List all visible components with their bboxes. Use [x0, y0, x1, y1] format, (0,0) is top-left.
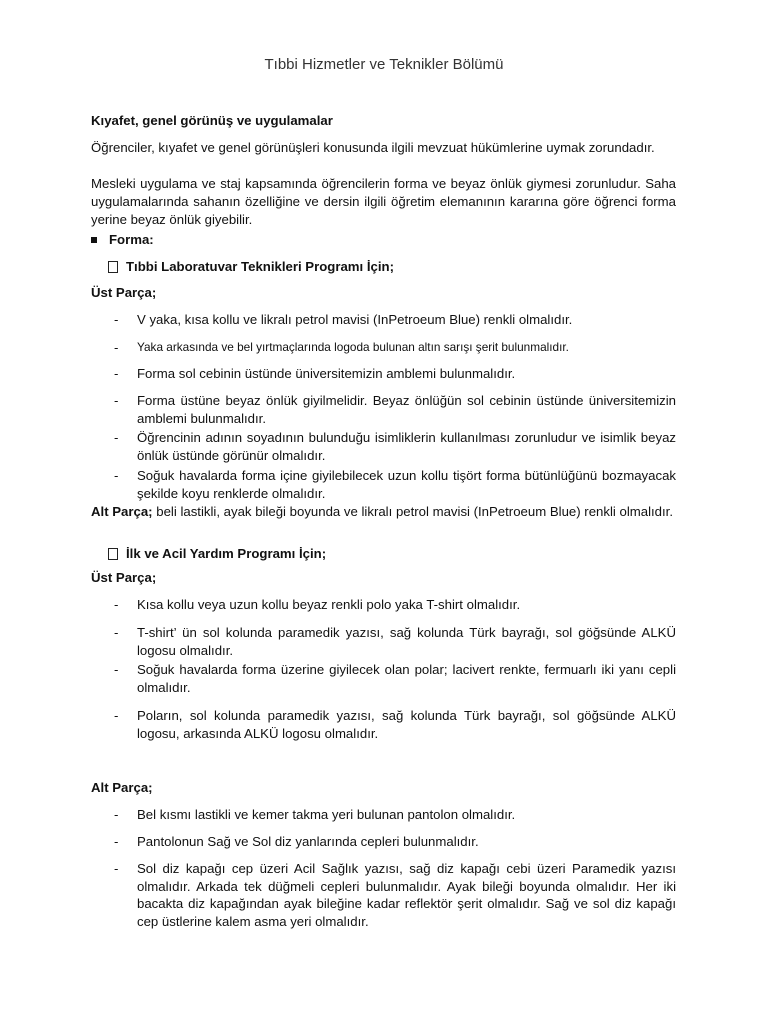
- list-item-text: Soğuk havalarda forma üzerine giyilecek olan polar; lacivert renkte, fermuarlı iki yanı cepli olmalıdır.: [137, 662, 676, 695]
- list-item-text: Yaka arkasında ve bel yırtmaçlarında logoda bulunan altın sarışı şerit bulunmalıdır.: [137, 340, 569, 354]
- lab-upper-label: Üst Parça;: [91, 285, 157, 300]
- dash-bullet: -: [114, 625, 119, 640]
- forma-bullet: [91, 231, 676, 249]
- aid-program-title: [108, 545, 693, 563]
- lab-lower-label: Alt Parça;: [91, 504, 153, 519]
- lab-lower-text: beli lastikli, ayak bileği boyunda ve likralı petrol mavisi (InPetroeum Blue) renkli olmalıdır.: [156, 504, 673, 519]
- dash-bullet: -: [114, 861, 119, 876]
- square-bullet-icon: [91, 237, 97, 243]
- list-item-text: Kısa kollu veya uzun kollu beyaz renkli polo yaka T-shirt olmalıdır.: [137, 597, 521, 612]
- list-item-text: Forma üstüne beyaz önlük giyilmelidir. Beyaz önlüğün sol cebinin üstünde üniversitemizin amblemi bulunmalıdır.: [137, 393, 676, 426]
- dash-bullet: -: [114, 834, 119, 849]
- aid-program-title-text: İlk ve Acil Yardım Programı İçin;: [126, 546, 327, 561]
- dash-bullet: -: [114, 366, 119, 381]
- lab-lower-paragraph: [91, 503, 676, 521]
- list-item-text: V yaka, kısa kollu ve likralı petrol mavisi (InPetroeum Blue) renkli olmalıdır.: [137, 312, 573, 327]
- section-heading: Kıyafet, genel görünüş ve uygulamalar: [91, 113, 333, 128]
- dash-bullet: -: [114, 430, 119, 445]
- dash-bullet: -: [114, 662, 119, 677]
- dash-bullet: -: [114, 468, 119, 483]
- list-item-text: Poların, sol kolunda paramedik yazısı, sağ kolunda Türk bayrağı, sol göğsünde ALKÜ logosu, arkasında ALKÜ logosu olmalıdır.: [137, 708, 676, 741]
- forma-label: Forma:: [109, 232, 154, 247]
- dash-bullet: -: [114, 807, 119, 822]
- list-item-text: Forma sol cebinin üstünde üniversitemizin amblemi bulunmalıdır.: [137, 366, 516, 381]
- dash-bullet: -: [114, 393, 119, 408]
- list-item-text: Pantolonun Sağ ve Sol diz yanlarında cepleri bulunmalıdır.: [137, 834, 479, 849]
- page-header: Tıbbi Hizmetler ve Teknikler Bölümü: [264, 56, 504, 73]
- dash-bullet: -: [114, 708, 119, 723]
- intro-paragraph-2: Mesleki uygulama ve staj kapsamında öğrencilerin forma ve beyaz önlük giymesi zorunludur. Saha uygulamalarında sahanın özelliğine ve dersin ilgili öğretim elemanının kararına göre öğrenci forma yerine beyaz önlük giyebilir.: [91, 176, 676, 227]
- dash-bullet: -: [114, 312, 119, 327]
- intro-paragraph-1: Öğrenciler, kıyafet ve genel görünüşleri konusunda ilgili mevzuat hükümlerine uymak zorundadır.: [91, 140, 655, 155]
- list-item-text: T-shirt’ ün sol kolunda paramedik yazısı, sağ kolunda Türk bayrağı, sol göğsünde ALKÜ logosu olmalıdır.: [137, 625, 676, 658]
- checkbox-glyph-icon: [108, 548, 118, 560]
- lab-program-title-text: Tıbbi Laboratuvar Teknikleri Programı İçin;: [126, 259, 394, 274]
- list-item-text: Öğrencinin adının soyadının bulunduğu isimliklerin kullanılması zorunludur ve isimlik beyaz önlük üstünde görünür olmalıdır.: [137, 430, 676, 463]
- list-item-text: Bel kısmı lastikli ve kemer takma yeri bulunan pantolon olmalıdır.: [137, 807, 516, 822]
- aid-lower-label: Alt Parça;: [91, 780, 153, 795]
- lab-program-title: [108, 258, 693, 276]
- list-item-text: Sol diz kapağı cep üzeri Acil Sağlık yazısı, sağ diz kapağı cebi üzeri Paramedik yazısı olmalıdır. Arkada tek düğmeli cepleri bulunmalıdır. Ayak bileği boyunda olmalıdır. Her iki bacakta diz kapağından ayak bileğine kadar reflektör şerit olmalıdır. Sağ ve sol diz kapağı cep üstlerine kalem asma yeri olmalıdır.: [137, 861, 676, 929]
- dash-bullet: -: [114, 340, 119, 355]
- list-item-text: Soğuk havalarda forma içine giyilebilecek uzun kollu tişört forma bütünlüğünü bozmayacak şekilde koyu renklerde olmalıdır.: [137, 468, 676, 501]
- checkbox-glyph-icon: [108, 261, 118, 273]
- aid-upper-label: Üst Parça;: [91, 570, 157, 585]
- dash-bullet: -: [114, 597, 119, 612]
